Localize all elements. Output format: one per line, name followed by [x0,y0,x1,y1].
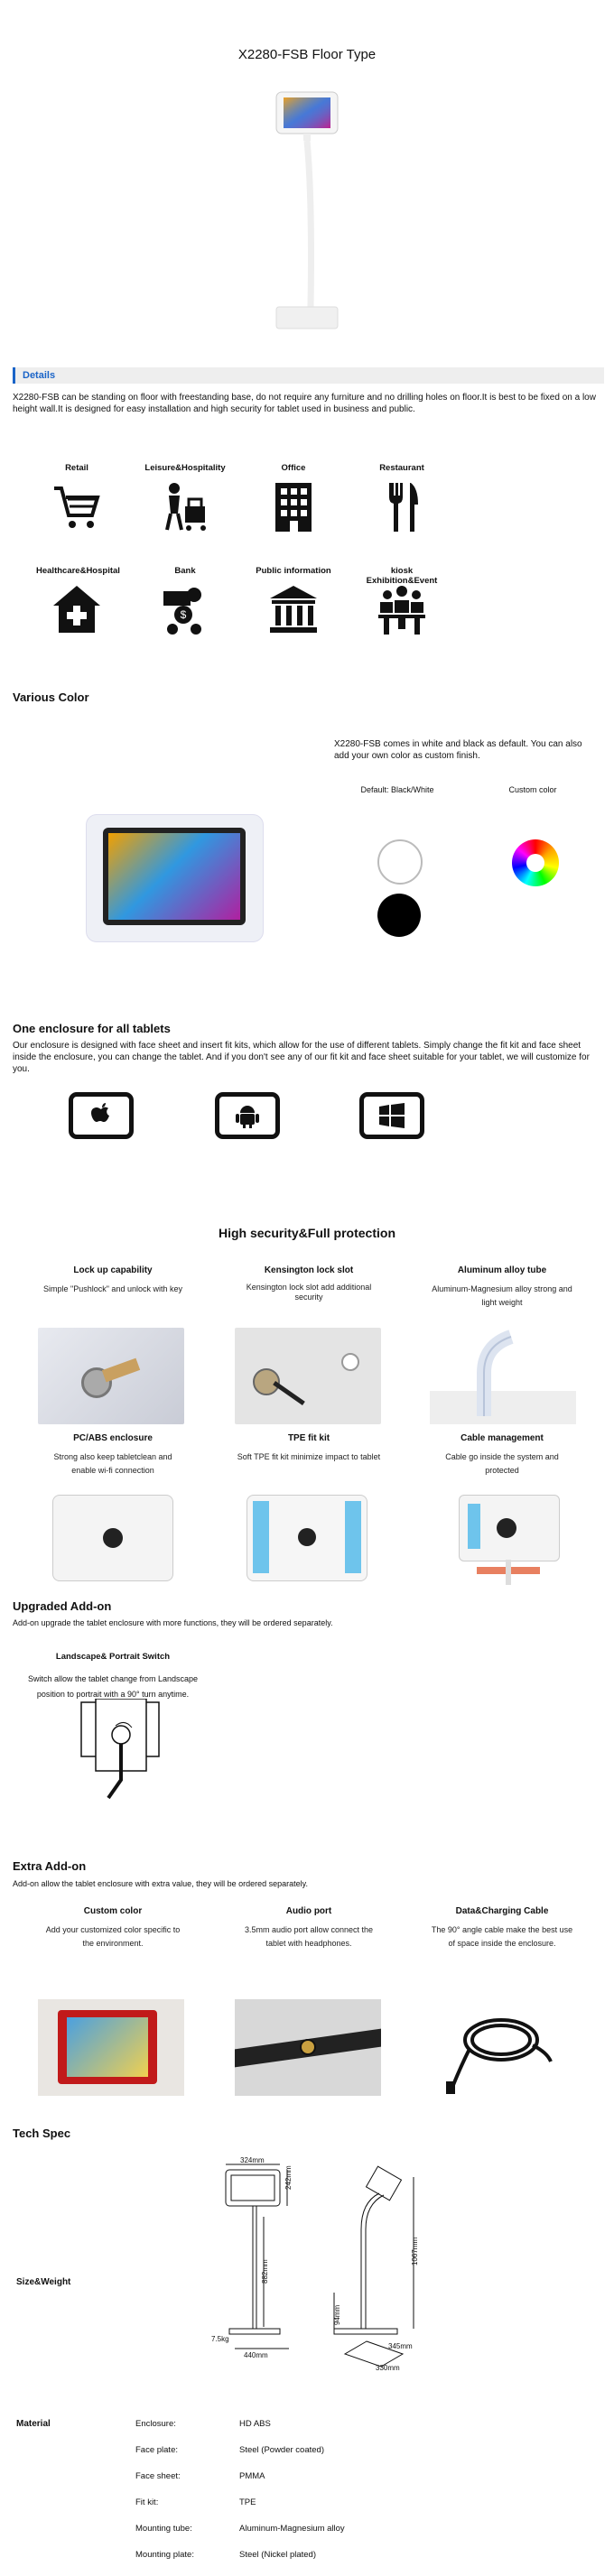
material-row: Mounting plate: Steel (Nickel plated) [135,2550,317,2560]
spec-title: Tech Spec [13,2127,71,2140]
lock-photo [38,1328,184,1424]
enclosure-text: Our enclosure is designed with face sheet and insert fit kits, which allow for the use of different tablets. Simply change the fit kit and face sheet inside the enclosure, you can change the tablet. And if you don't see any of our fit kit and face sheet suitable for your tablet, we will customize for you. [13,1041,590,1074]
size-weight-label: Size&Weight [16,2277,71,2287]
use-label: Bank [174,566,196,576]
cable-product-photo [442,2004,560,2094]
custom-color-wheel [512,839,559,886]
windows-tablet-icon [359,1092,424,1139]
dim-total-height: 1067mm [411,2237,419,2266]
extra-text: Add-on allow the tablet enclosure with extra value, they will be ordered separately. [13,1879,309,1888]
use-healthcare [36,566,120,641]
black-swatch [377,894,421,937]
feature-title: Custom color [83,1906,143,1916]
feature-desc: Strong also keep tabletclean and enable wi-fi connection [53,1452,172,1475]
feature-aluminum [430,1265,574,1310]
feature-desc: Cable go inside the system and protected [445,1452,559,1475]
use-label: Retail [65,463,88,473]
details-bar [13,367,604,384]
presenter-icon [375,582,429,636]
dimension-drawing [208,2157,442,2374]
white-swatch [377,839,423,885]
cable-photo [459,1495,558,1585]
upgrade-text: Add-on upgrade the tablet enclosure with more functions, they will be ordered separately. [13,1618,333,1627]
money-icon [158,582,212,636]
use-public [253,566,334,641]
apple-tablet-icon [69,1092,134,1139]
extra-custom-color [41,1906,185,1951]
feature-title: PC/ABS enclosure [73,1433,153,1443]
feature-title: Lock up capability [73,1265,153,1275]
material-label: Material [16,2419,51,2429]
tpe-photo [247,1495,367,1581]
feature-title: Aluminum alloy tube [457,1265,547,1275]
use-label: Leisure&Hospitality [144,463,226,473]
medical-house-icon [50,582,104,636]
feature-title: Audio port [285,1906,332,1916]
use-bank [144,566,226,641]
material-row: Face plate: Steel (Powder coated) [135,2445,324,2455]
feature-desc: Aluminum-Magnesium alloy strong and light weight [432,1284,572,1307]
audio-port-photo [235,1999,381,2096]
tube-photo [430,1328,576,1424]
kensington-photo [235,1328,381,1424]
use-label: Office [281,463,306,473]
floor-stand-image [271,90,343,334]
dim-base-w: 345mm [388,2342,413,2350]
use-office [253,463,334,538]
dim-width: 324mm [240,2157,265,2164]
public-building-icon [266,582,321,636]
feature-kensington [237,1265,381,1302]
custom-color-photo [38,1999,184,2096]
svg-text:$: $ [180,608,187,621]
details-text: X2280-FSB can be standing on floor with freestanding base, do not require any furniture and no drilling holes on floor.It is best to be fixed on a low height wall.It is designed for easy installation and high security for tablet used in business and public. [13,393,596,414]
feature-desc: The 90° angle cable make the best use of space inside the enclosure. [431,1925,573,1948]
dim-pole-height: 882mm [261,2259,269,2284]
material-row: Mounting tube: Aluminum-Magnesium alloy [135,2524,345,2534]
use-kiosk [361,566,442,641]
extra-cable [430,1906,574,1951]
pcabs-photo [52,1495,173,1581]
feature-desc: Simple "Pushlock" and unlock with key [43,1284,182,1293]
default-color-label: Default: Black/White [360,785,434,794]
color-text: X2280-FSB comes in white and black as default. You can also add your own color as custom finish. [334,739,582,761]
feature-tpe [237,1433,381,1464]
feature-desc: 3.5mm audio port allow connect the tablet with headphones. [244,1925,374,1948]
feature-desc: Add your customized color specific to the environment. [45,1925,181,1948]
extra-audio [237,1906,381,1951]
dim-foot: 94mm [333,2304,341,2325]
security-title: High security&Full protection [218,1226,395,1240]
feature-title: TPE fit kit [287,1433,330,1443]
enclosure-title: One enclosure for all tablets [13,1022,171,1035]
custom-color-label: Custom color [508,785,557,794]
use-label: Restaurant [379,463,424,473]
dim-base: 440mm [244,2351,268,2359]
white-enclosure-image [86,814,264,942]
material-row: Face sheet: PMMA [135,2471,265,2481]
switch-diagram [70,1699,170,1807]
feature-title: Data&Charging Cable [455,1906,549,1916]
page-title: X2280-FSB Floor Type [237,47,377,62]
material-row: Fit kit: TPE [135,2497,256,2507]
dim-base-d: 330mm [376,2364,400,2372]
shopping-cart-icon [50,479,104,533]
dim-weight: 7.5kg [211,2335,229,2343]
feature-cable [430,1433,574,1478]
fork-knife-icon [375,479,429,533]
use-restaurant [361,463,442,538]
building-icon [266,479,321,533]
feature-title: Cable management [460,1433,544,1443]
use-label: Public information [256,566,331,576]
material-row: Enclosure: HD ABS [135,2419,271,2429]
dim-case-height: 242mm [284,2165,293,2190]
upgrade-title: Upgraded Add-on [13,1599,112,1613]
feature-desc: Soft TPE fit kit minimize impact to tablet [237,1452,381,1461]
use-retail [36,463,117,538]
use-label: Healthcare&Hospital [36,566,120,576]
feature-lock [41,1265,185,1296]
feature-desc: Kensington lock slot add additional security [246,1283,372,1302]
switch-title: Landscape& Portrait Switch [55,1652,171,1662]
extra-title: Extra Add-on [13,1859,87,1873]
feature-title: Kensington lock slot [264,1265,354,1275]
details-title: Details [23,370,56,381]
bellhop-icon [158,479,212,533]
color-title: Various Color [13,690,89,704]
switch-desc: Switch allow the tablet change from Landscape position to portrait with a 90° turn anytime. [27,1674,199,1699]
feature-pcabs [41,1433,185,1478]
use-label: kiosk Exhibition&Event [366,566,438,586]
use-leisure [144,463,226,538]
material-table [135,2419,424,2576]
android-tablet-icon [215,1092,280,1139]
